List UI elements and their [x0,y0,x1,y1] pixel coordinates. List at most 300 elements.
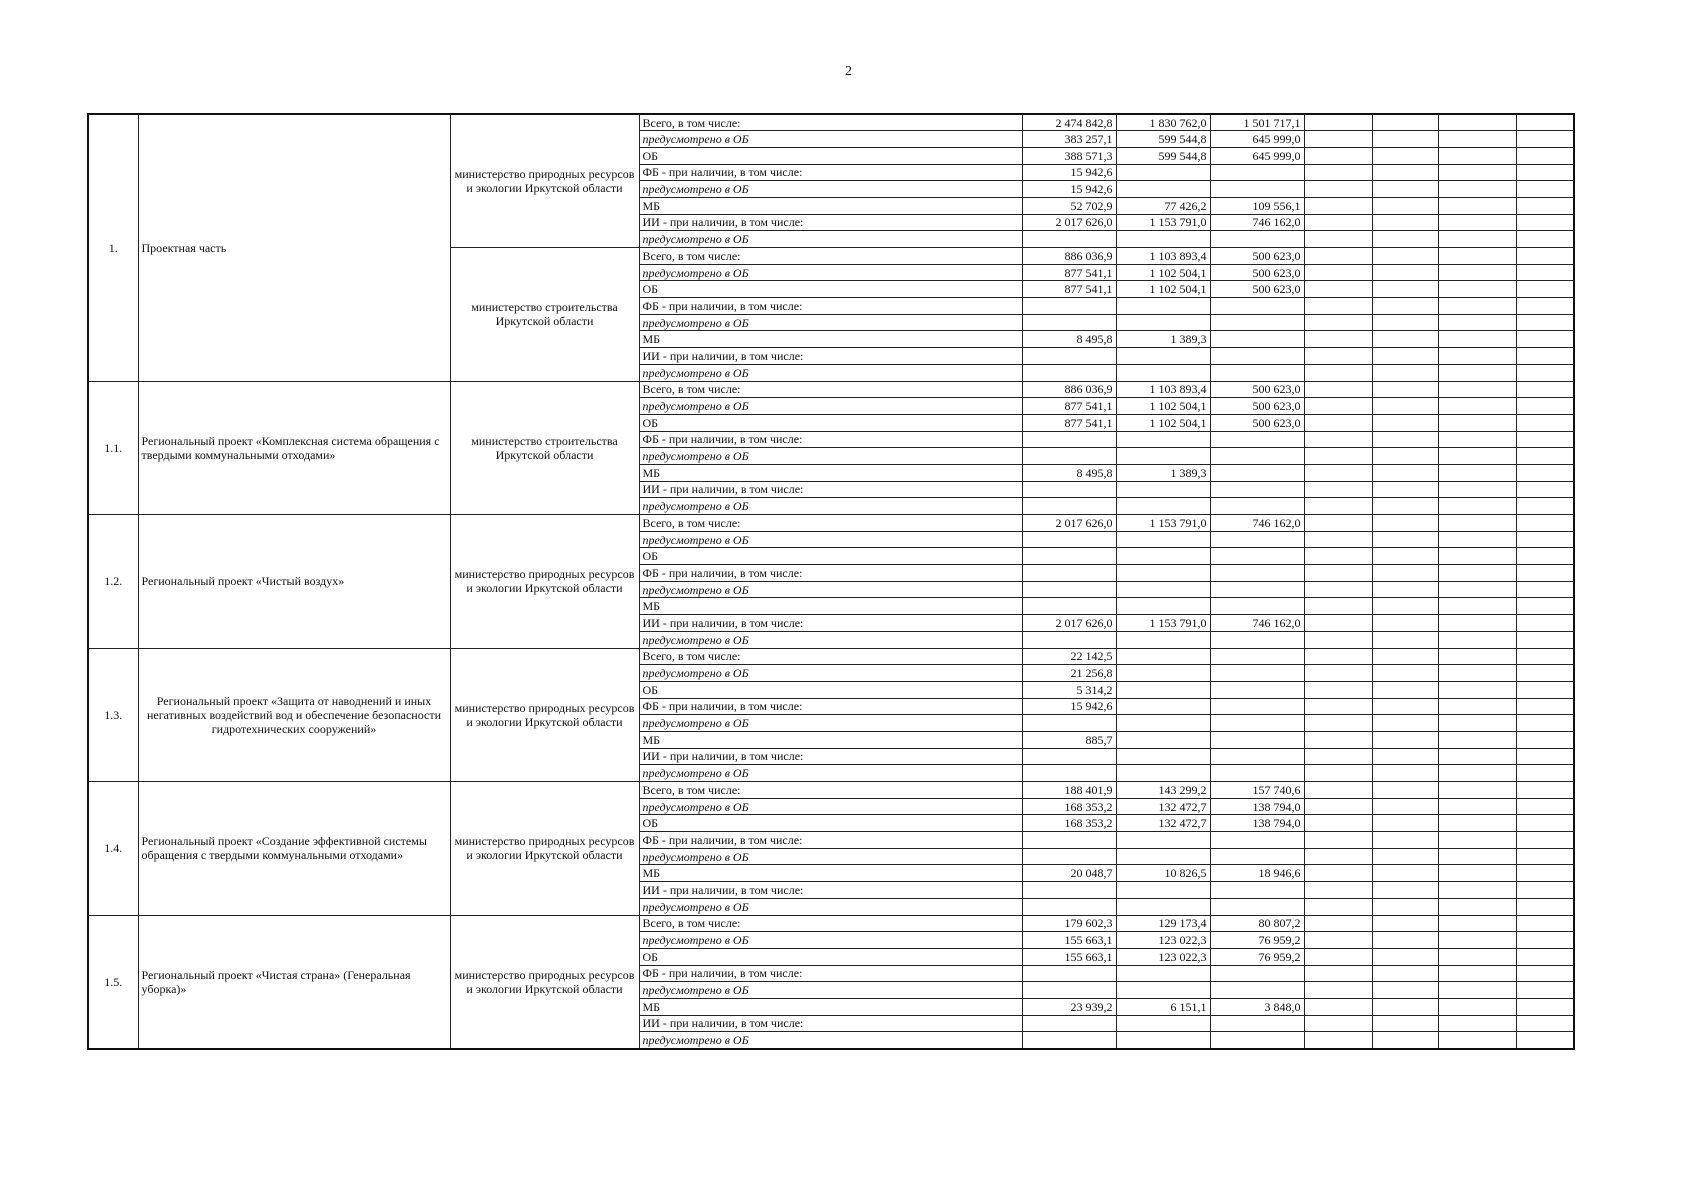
funding-source-label: предусмотрено в ОБ [639,1032,1022,1049]
empty-cell [1516,982,1574,999]
empty-cell [1438,765,1516,782]
empty-cell [1438,464,1516,481]
funding-source-label: предусмотрено в ОБ [639,581,1022,598]
empty-cell [1372,598,1438,615]
empty-cell [1438,565,1516,582]
funding-value [1022,231,1116,248]
funding-value: 500 623,0 [1210,414,1304,431]
funding-value: 1 501 717,1 [1210,114,1304,131]
empty-cell [1438,448,1516,465]
funding-source-label: ИИ - при наличии, в том числе: [639,615,1022,632]
empty-cell [1438,581,1516,598]
empty-cell [1372,965,1438,982]
empty-cell [1304,114,1372,131]
empty-cell [1372,615,1438,632]
empty-cell [1304,648,1372,665]
funding-value [1116,1015,1210,1032]
funding-value [1022,848,1116,865]
funding-value [1116,565,1210,582]
empty-cell [1372,548,1438,565]
empty-cell [1516,882,1574,899]
funding-value: 109 556,1 [1210,197,1304,214]
funding-value: 500 623,0 [1210,398,1304,415]
empty-cell [1516,414,1574,431]
empty-cell [1304,264,1372,281]
empty-cell [1516,531,1574,548]
empty-cell [1304,181,1372,198]
funding-source-label: ФБ - при наличии, в том числе: [639,698,1022,715]
empty-cell [1438,665,1516,682]
funding-value: 179 602,3 [1022,915,1116,932]
funding-value: 877 541,1 [1022,281,1116,298]
empty-cell [1438,114,1516,131]
funding-value [1116,348,1210,365]
funding-value: 168 353,2 [1022,815,1116,832]
funding-value [1116,882,1210,899]
empty-cell [1372,381,1438,398]
funding-value [1116,364,1210,381]
empty-cell [1372,765,1438,782]
empty-cell [1438,782,1516,799]
empty-cell [1438,348,1516,365]
funding-source-label: ФБ - при наличии, в том числе: [639,164,1022,181]
empty-cell [1516,248,1574,265]
funding-value: 15 942,6 [1022,181,1116,198]
empty-cell [1372,798,1438,815]
funding-value: 10 826,5 [1116,865,1210,882]
funding-value: 599 544,8 [1116,131,1210,148]
empty-cell [1516,1015,1574,1032]
empty-cell [1372,464,1438,481]
empty-cell [1304,448,1372,465]
funding-source-label: предусмотрено в ОБ [639,364,1022,381]
empty-cell [1438,248,1516,265]
funding-value: 645 999,0 [1210,147,1304,164]
funding-value [1210,431,1304,448]
empty-cell [1516,147,1574,164]
section-number: 1. [88,114,138,381]
empty-cell [1372,948,1438,965]
section-number: 1.5. [88,915,138,1049]
empty-cell [1372,631,1438,648]
funding-value [1022,481,1116,498]
empty-cell [1438,631,1516,648]
empty-cell [1516,398,1574,415]
empty-cell [1438,431,1516,448]
funding-value [1116,548,1210,565]
funding-source-label: ОБ [639,815,1022,832]
funding-value [1116,731,1210,748]
empty-cell [1516,681,1574,698]
funding-value [1022,448,1116,465]
section-name: Региональный проект «Защита от наводнений и иных негативных воздействий вод и обеспечение безопасности гидротехнических сооружений» [138,648,450,782]
empty-cell [1516,815,1574,832]
empty-cell [1516,481,1574,498]
funding-source-label: МБ [639,464,1022,481]
executor-name: министерство природных ресурсов и экологии Иркутской области [450,915,639,1049]
empty-cell [1372,481,1438,498]
funding-value [1116,982,1210,999]
empty-cell [1372,1032,1438,1049]
empty-cell [1438,181,1516,198]
empty-cell [1438,815,1516,832]
funding-value: 1 389,3 [1116,331,1210,348]
funding-source-label: ОБ [639,681,1022,698]
empty-cell [1304,464,1372,481]
funding-value: 877 541,1 [1022,264,1116,281]
funding-value: 1 153 791,0 [1116,515,1210,532]
empty-cell [1438,498,1516,515]
funding-source-label: Всего, в том числе: [639,248,1022,265]
funding-value: 168 353,2 [1022,798,1116,815]
funding-source-label: Всего, в том числе: [639,915,1022,932]
funding-value [1116,431,1210,448]
funding-source-label: предусмотрено в ОБ [639,631,1022,648]
funding-value: 23 939,2 [1022,998,1116,1015]
empty-cell [1304,948,1372,965]
empty-cell [1304,782,1372,799]
empty-cell [1372,248,1438,265]
executor-name: министерство строительства Иркутской области [450,381,639,515]
empty-cell [1438,531,1516,548]
empty-cell [1516,331,1574,348]
empty-cell [1372,665,1438,682]
funding-source-label: ФБ - при наличии, в том числе: [639,431,1022,448]
funding-value: 143 299,2 [1116,782,1210,799]
empty-cell [1372,181,1438,198]
empty-cell [1516,214,1574,231]
funding-value: 746 162,0 [1210,214,1304,231]
funding-value: 645 999,0 [1210,131,1304,148]
funding-value: 76 959,2 [1210,948,1304,965]
empty-cell [1516,715,1574,732]
funding-value: 500 623,0 [1210,264,1304,281]
funding-source-label: Всего, в том числе: [639,648,1022,665]
empty-cell [1372,531,1438,548]
funding-value: 6 151,1 [1116,998,1210,1015]
empty-cell [1304,381,1372,398]
empty-cell [1372,815,1438,832]
table-row [88,648,1574,665]
funding-source-label: Всего, в том числе: [639,515,1022,532]
funding-source-label: Всего, в том числе: [639,381,1022,398]
funding-value [1210,581,1304,598]
funding-value: 1 103 893,4 [1116,381,1210,398]
funding-source-label: ОБ [639,548,1022,565]
funding-value: 2 017 626,0 [1022,615,1116,632]
empty-cell [1516,515,1574,532]
funding-value: 77 426,2 [1116,197,1210,214]
empty-cell [1438,515,1516,532]
funding-source-label: ИИ - при наличии, в том числе: [639,882,1022,899]
empty-cell [1372,147,1438,164]
empty-cell [1304,565,1372,582]
funding-source-label: ИИ - при наличии, в том числе: [639,481,1022,498]
empty-cell [1438,932,1516,949]
funding-value [1210,464,1304,481]
funding-value [1210,448,1304,465]
empty-cell [1372,364,1438,381]
empty-cell [1304,531,1372,548]
page-number: 2 [845,64,852,79]
empty-cell [1372,915,1438,932]
funding-value: 8 495,8 [1022,464,1116,481]
funding-value [1116,314,1210,331]
empty-cell [1516,231,1574,248]
funding-value: 138 794,0 [1210,815,1304,832]
empty-cell [1516,364,1574,381]
funding-value [1116,765,1210,782]
funding-value: 155 663,1 [1022,948,1116,965]
funding-source-label: предусмотрено в ОБ [639,531,1022,548]
funding-value [1210,331,1304,348]
empty-cell [1372,882,1438,899]
empty-cell [1516,731,1574,748]
empty-cell [1516,798,1574,815]
empty-cell [1304,1032,1372,1049]
empty-cell [1304,364,1372,381]
funding-value: 80 807,2 [1210,915,1304,932]
empty-cell [1516,665,1574,682]
funding-value [1022,581,1116,598]
empty-cell [1372,515,1438,532]
funding-value [1210,231,1304,248]
empty-cell [1438,598,1516,615]
funding-value: 1 153 791,0 [1116,615,1210,632]
empty-cell [1372,698,1438,715]
empty-cell [1438,414,1516,431]
empty-cell [1438,298,1516,315]
empty-cell [1304,348,1372,365]
empty-cell [1304,331,1372,348]
empty-cell [1372,581,1438,598]
empty-cell [1438,1032,1516,1049]
funding-source-label: ОБ [639,414,1022,431]
empty-cell [1516,281,1574,298]
empty-cell [1438,832,1516,849]
funding-source-label: предусмотрено в ОБ [639,498,1022,515]
funding-value: 746 162,0 [1210,515,1304,532]
funding-source-label: ИИ - при наличии, в том числе: [639,214,1022,231]
funding-value: 76 959,2 [1210,932,1304,949]
empty-cell [1516,181,1574,198]
funding-value [1210,765,1304,782]
section-name: Региональный проект «Чистый воздух» [138,515,450,649]
funding-value [1116,898,1210,915]
funding-value: 132 472,7 [1116,815,1210,832]
funding-value: 2 474 842,8 [1022,114,1116,131]
empty-cell [1304,848,1372,865]
empty-cell [1372,681,1438,698]
empty-cell [1372,281,1438,298]
funding-value [1210,1015,1304,1032]
funding-value [1022,832,1116,849]
funding-value [1210,648,1304,665]
empty-cell [1516,131,1574,148]
funding-value [1210,982,1304,999]
funding-source-label: ИИ - при наличии, в том числе: [639,1015,1022,1032]
empty-cell [1304,281,1372,298]
empty-cell [1438,164,1516,181]
funding-source-label: ОБ [639,147,1022,164]
funding-value [1210,348,1304,365]
funding-value: 500 623,0 [1210,381,1304,398]
funding-value [1022,314,1116,331]
funding-value [1022,548,1116,565]
funding-value [1116,681,1210,698]
empty-cell [1438,982,1516,999]
empty-cell [1372,832,1438,849]
funding-source-label: предусмотрено в ОБ [639,398,1022,415]
funding-source-label: предусмотрено в ОБ [639,982,1022,999]
empty-cell [1372,998,1438,1015]
empty-cell [1516,998,1574,1015]
funding-value: 15 942,6 [1022,164,1116,181]
funding-value [1116,598,1210,615]
funding-value: 885,7 [1022,731,1116,748]
empty-cell [1304,898,1372,915]
empty-cell [1372,197,1438,214]
empty-cell [1438,865,1516,882]
empty-cell [1516,965,1574,982]
empty-cell [1438,281,1516,298]
table-row [88,782,1574,799]
empty-cell [1304,1015,1372,1032]
empty-cell [1304,681,1372,698]
empty-cell [1516,448,1574,465]
empty-cell [1516,264,1574,281]
empty-cell [1304,698,1372,715]
funding-source-label: ФБ - при наличии, в том числе: [639,832,1022,849]
section-name: Региональный проект «Чистая страна» (Генеральная уборка)» [138,915,450,1049]
funding-value [1022,982,1116,999]
empty-cell [1438,197,1516,214]
funding-value [1116,181,1210,198]
empty-cell [1304,882,1372,899]
empty-cell [1516,748,1574,765]
section-name: Региональный проект «Создание эффективной системы обращения с твердыми коммунальными отходами» [138,782,450,916]
empty-cell [1516,314,1574,331]
funding-value [1116,748,1210,765]
empty-cell [1516,832,1574,849]
funding-value: 15 942,6 [1022,698,1116,715]
empty-cell [1372,264,1438,281]
empty-cell [1438,948,1516,965]
empty-cell [1516,464,1574,481]
funding-value: 3 848,0 [1210,998,1304,1015]
empty-cell [1438,998,1516,1015]
empty-cell [1438,898,1516,915]
funding-source-label: МБ [639,197,1022,214]
empty-cell [1372,331,1438,348]
empty-cell [1304,398,1372,415]
empty-cell [1372,498,1438,515]
funding-table-body [88,114,1574,1049]
empty-cell [1304,615,1372,632]
empty-cell [1516,114,1574,131]
empty-cell [1372,982,1438,999]
empty-cell [1516,765,1574,782]
executor-name: министерство природных ресурсов и экологии Иркутской области [450,515,639,649]
funding-source-label: предусмотрено в ОБ [639,264,1022,281]
funding-value [1210,598,1304,615]
empty-cell [1438,314,1516,331]
empty-cell [1304,715,1372,732]
funding-source-label: Всего, в том числе: [639,114,1022,131]
funding-value [1116,298,1210,315]
funding-source-label: предусмотрено в ОБ [639,314,1022,331]
funding-value [1116,648,1210,665]
empty-cell [1304,197,1372,214]
funding-value: 123 022,3 [1116,932,1210,949]
empty-cell [1372,448,1438,465]
funding-value [1210,1032,1304,1049]
funding-value [1022,965,1116,982]
funding-value: 1 102 504,1 [1116,414,1210,431]
empty-cell [1438,548,1516,565]
empty-cell [1516,197,1574,214]
funding-source-label: ФБ - при наличии, в том числе: [639,298,1022,315]
funding-value: 1 103 893,4 [1116,248,1210,265]
empty-cell [1438,648,1516,665]
funding-source-label: Всего, в том числе: [639,782,1022,799]
funding-value: 599 544,8 [1116,147,1210,164]
funding-value [1116,581,1210,598]
empty-cell [1516,548,1574,565]
empty-cell [1516,381,1574,398]
empty-cell [1438,848,1516,865]
funding-source-label: МБ [639,598,1022,615]
funding-value [1022,431,1116,448]
funding-value [1022,715,1116,732]
empty-cell [1372,731,1438,748]
funding-value: 886 036,9 [1022,248,1116,265]
funding-value: 746 162,0 [1210,615,1304,632]
funding-value: 1 102 504,1 [1116,281,1210,298]
funding-value: 1 830 762,0 [1116,114,1210,131]
funding-value: 886 036,9 [1022,381,1116,398]
empty-cell [1304,431,1372,448]
funding-value [1210,565,1304,582]
funding-value [1116,965,1210,982]
empty-cell [1438,331,1516,348]
section-name: Региональный проект «Комплексная система обращения с твердыми коммунальными отходами» [138,381,450,515]
empty-cell [1304,214,1372,231]
funding-source-label: МБ [639,998,1022,1015]
section-number: 1.2. [88,515,138,649]
funding-source-label: ОБ [639,948,1022,965]
empty-cell [1438,264,1516,281]
funding-value [1210,748,1304,765]
funding-source-label: предусмотрено в ОБ [639,932,1022,949]
funding-value: 877 541,1 [1022,398,1116,415]
funding-source-label: ИИ - при наличии, в том числе: [639,748,1022,765]
empty-cell [1304,131,1372,148]
empty-cell [1304,731,1372,748]
empty-cell [1516,648,1574,665]
funding-value [1116,715,1210,732]
funding-value [1210,531,1304,548]
funding-value [1210,965,1304,982]
funding-value [1210,848,1304,865]
empty-cell [1304,865,1372,882]
funding-value [1022,565,1116,582]
empty-cell [1372,414,1438,431]
empty-cell [1304,248,1372,265]
empty-cell [1438,1015,1516,1032]
empty-cell [1516,1032,1574,1049]
funding-source-label: предусмотрено в ОБ [639,898,1022,915]
